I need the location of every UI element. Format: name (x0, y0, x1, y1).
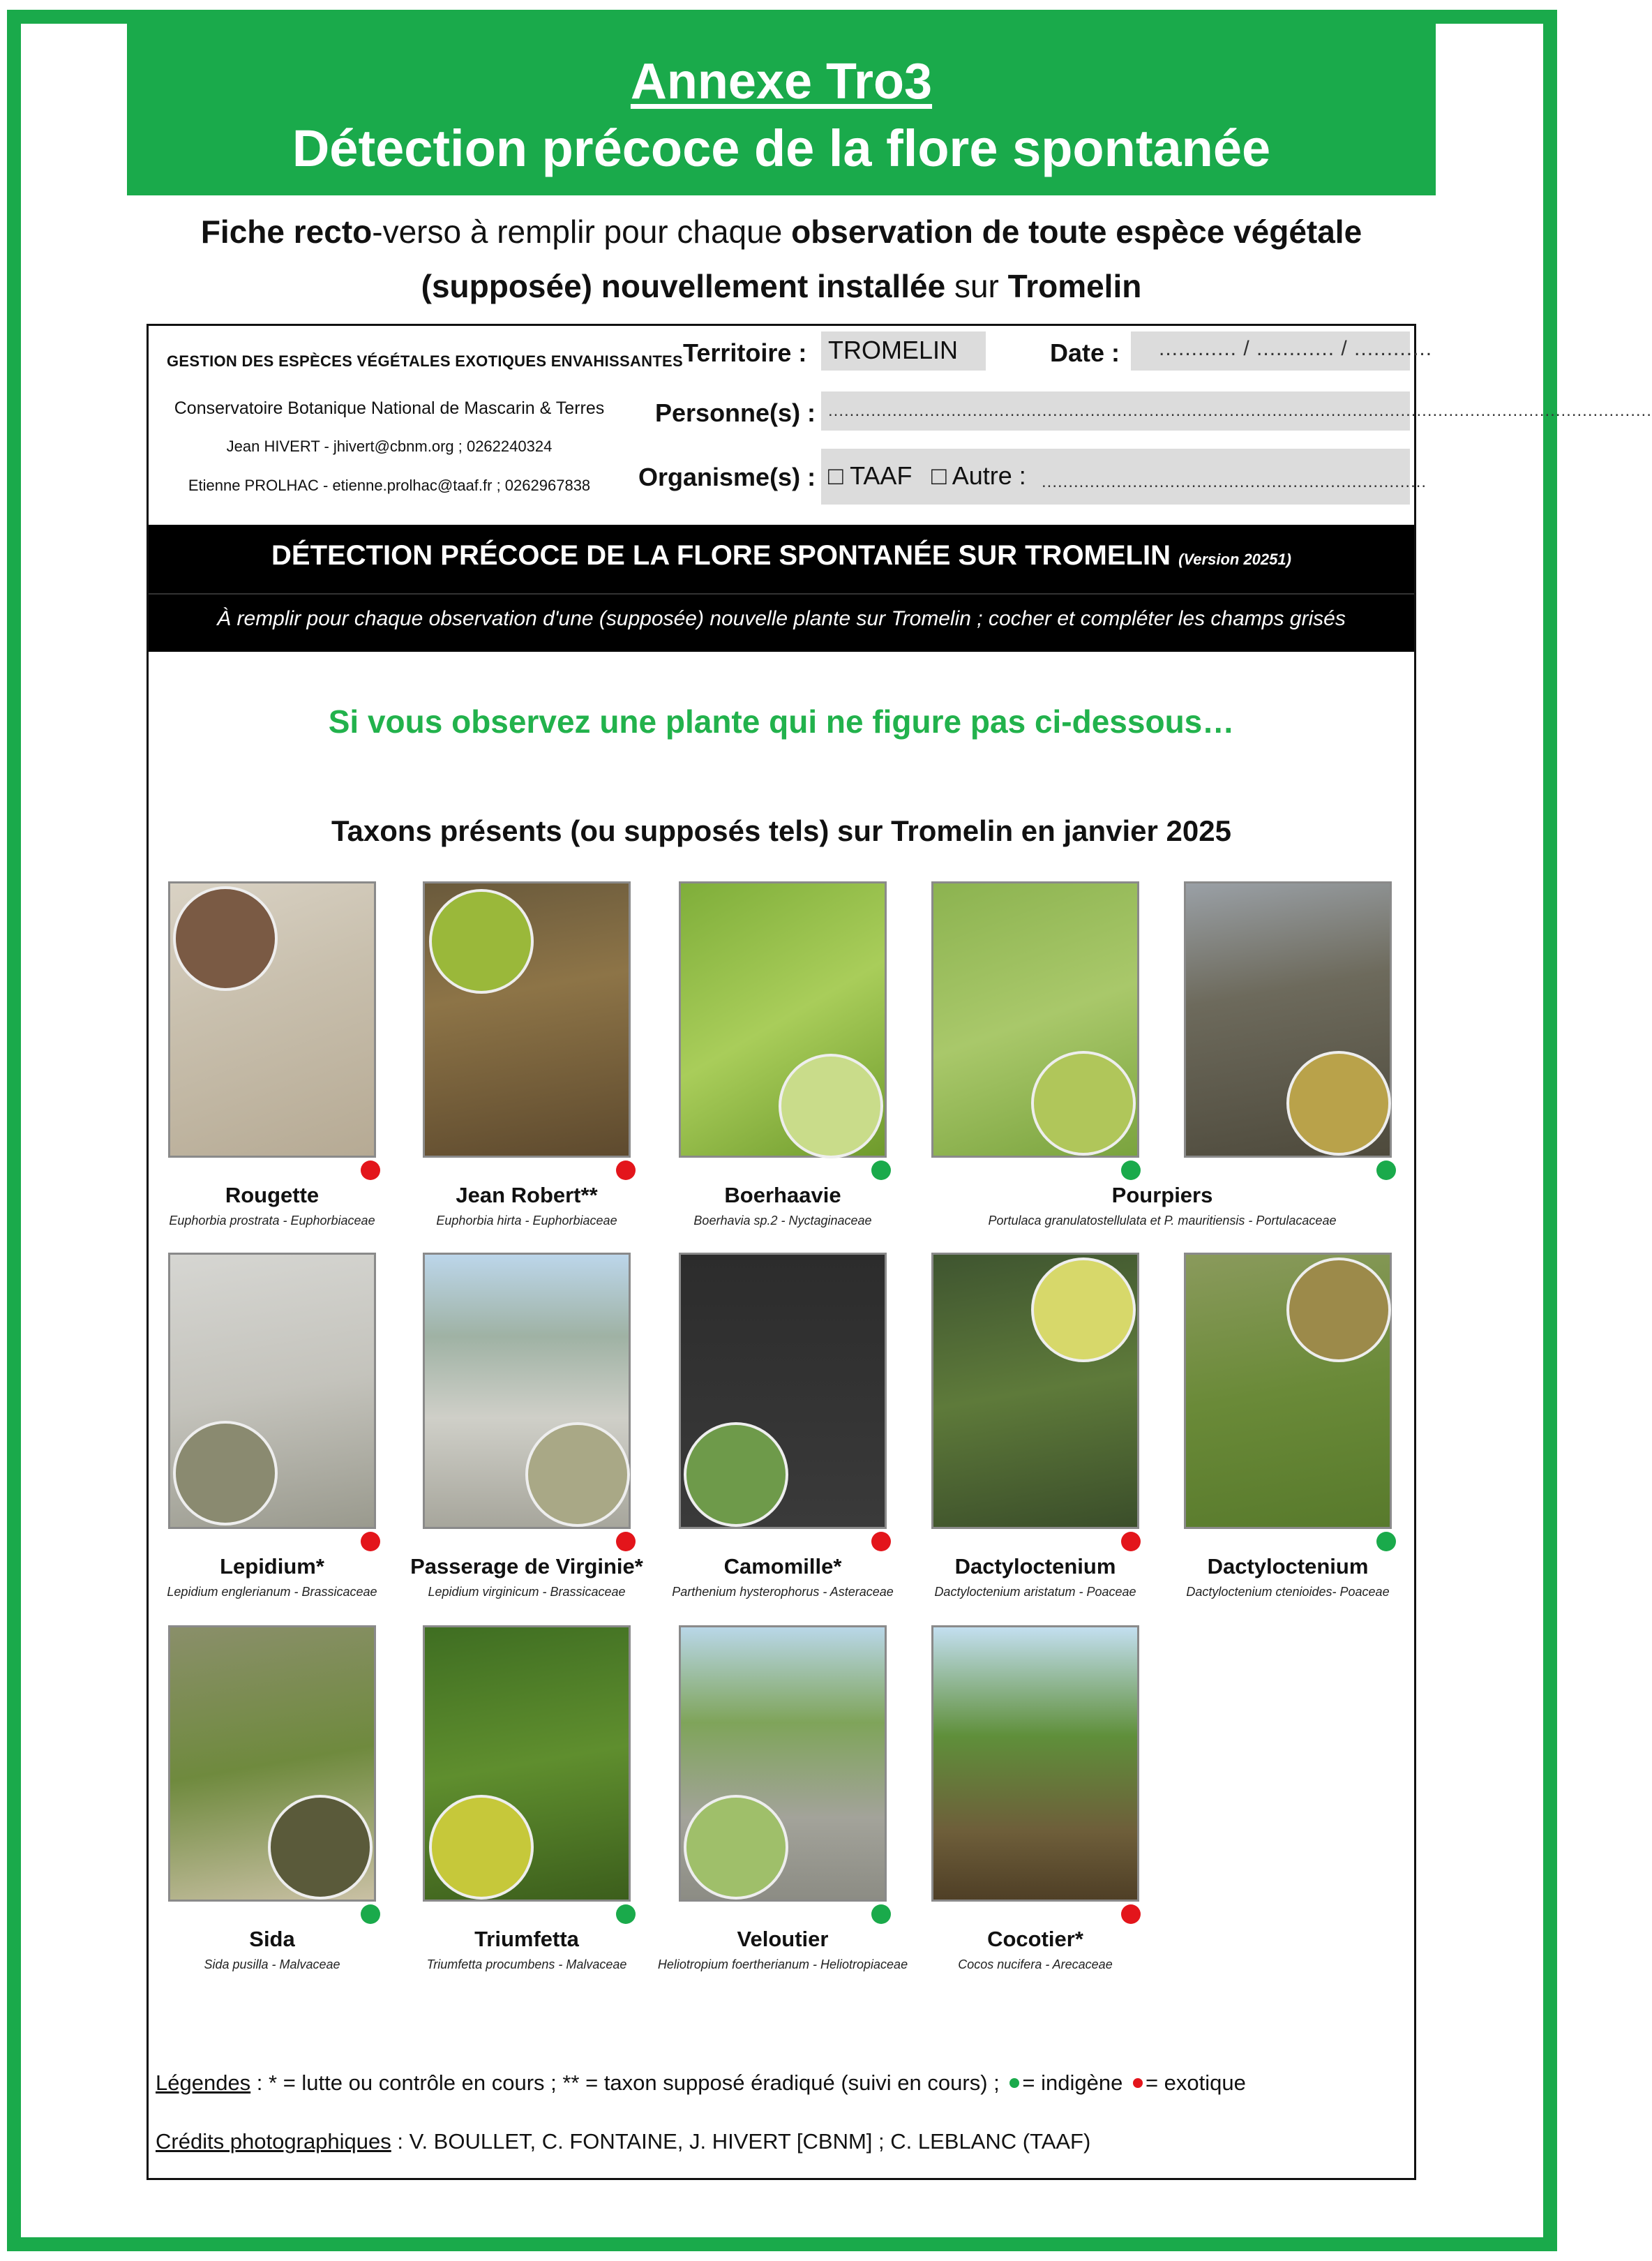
photo-credits: Crédits photographiques : V. BOULLET, C. FONTAINE, J. HIVERT [CBNM] ; C. LEBLANC (TAAF) (156, 2129, 1091, 2154)
photo-inset (173, 886, 278, 991)
photo-inset (525, 1422, 630, 1527)
status-dot-indigene (871, 1161, 891, 1180)
photo-cocotier (931, 1625, 1139, 1902)
taxon-name: Rougette (225, 1183, 320, 1207)
org-name: Conservatoire Botanique National de Mascarin & Terres (174, 398, 605, 418)
territoire-field[interactable]: TROMELIN (821, 331, 986, 371)
taxon-scientific: Boerhavia sp.2 - Nyctaginaceae (693, 1214, 872, 1227)
call-to-action: Si vous observez une plante qui ne figure pas ci-dessous… (328, 703, 1235, 740)
taxon-name: Jean Robert** (456, 1183, 598, 1207)
instruction-line-2: (supposée) nouvellement installée sur Tromelin (421, 268, 1142, 304)
photo-sida (168, 1625, 376, 1902)
page-title: Détection précoce de la flore spontanée (292, 119, 1271, 177)
photo-dactyloctenium-ctenioides (1184, 1253, 1392, 1529)
photo-inset (268, 1795, 373, 1900)
taxon-name: Camomille* (723, 1554, 842, 1579)
photo-lepidium (168, 1253, 376, 1529)
photo-passerage (423, 1253, 631, 1529)
photo-inset (429, 889, 534, 994)
organisme-field (821, 449, 1427, 505)
checkbox-taaf[interactable]: □ TAAF (828, 461, 913, 490)
taxon-name: Dactyloctenium (1207, 1554, 1369, 1579)
photo-rougette (168, 881, 376, 1158)
taxon-name: Triumfetta (474, 1927, 579, 1951)
taxon-name: Passerage de Virginie* (410, 1554, 643, 1579)
taxon-scientific: Euphorbia prostrata - Euphorbiaceae (169, 1214, 375, 1227)
status-dot-indigene (871, 1904, 891, 1924)
photo-veloutier (679, 1625, 887, 1902)
status-dot-indigene (616, 1904, 636, 1924)
observation-form (147, 324, 1652, 2180)
date-field[interactable]: ............ / ............ / ............ (1131, 331, 1410, 371)
taxon-name: Veloutier (737, 1927, 829, 1951)
photo-inset (779, 1054, 883, 1158)
date-label: Date : (1050, 338, 1120, 367)
title-banner (127, 24, 1436, 195)
status-dot-indigene (1121, 1161, 1141, 1180)
form-header-band (149, 525, 1414, 652)
contact-hivert: Jean HIVERT - jhivert@cbnm.org ; 0262240324 (226, 438, 553, 455)
legend: Légendes : * = lutte ou contrôle en cours ; ** = taxon supposé éradiqué (suivi en cours) ; = indigène = exotique (156, 2070, 1246, 2095)
photo-triumfetta (423, 1625, 631, 1902)
taxon-name: Pourpiers (1111, 1183, 1213, 1207)
band-divider (149, 593, 1414, 595)
taxon-scientific: Portulaca granulatostellulata et P. mauritiensis - Portulacaceae (988, 1214, 1337, 1227)
photo-pourpier-1 (931, 881, 1139, 1158)
taxon-scientific: Parthenium hysterophorus - Asteraceae (672, 1585, 894, 1599)
photo-inset (1286, 1258, 1391, 1362)
status-dot-exotique (361, 1161, 380, 1180)
taxon-name: Boerhaavie (724, 1183, 841, 1207)
taxon-scientific: Lepidium englerianum - Brassicaceae (167, 1585, 377, 1599)
taxon-scientific: Triumfetta procumbens - Malvaceae (426, 1957, 627, 1971)
autre-field[interactable]: ........................................................................ (1042, 472, 1427, 491)
org-title: GESTION DES ESPÈCES VÉGÉTALES EXOTIQUES ENVAHISSANTES (167, 352, 684, 370)
annex-title: Annexe Tro3 (630, 54, 933, 110)
territoire-label: Territoire : (683, 338, 807, 367)
taxon-scientific: Sida pusilla - Malvaceae (204, 1957, 340, 1971)
taxon-scientific: Dactyloctenium aristatum - Poaceae (934, 1585, 1136, 1599)
version-label: (Version 20251) (1178, 551, 1291, 568)
contact-prolhac: Etienne PROLHAC - etienne.prolhac@taaf.fr ; 0262967838 (188, 477, 591, 494)
personnes-label: Personne(s) : (655, 398, 816, 427)
photo-inset (684, 1422, 788, 1527)
photo-pourpier-2 (1184, 881, 1392, 1158)
photo-inset (1031, 1051, 1136, 1156)
taxon-scientific: Heliotropium foertherianum - Heliotropiaceae (657, 1957, 908, 1971)
status-dot-exotique (616, 1532, 636, 1551)
taxon-name: Dactyloctenium (954, 1554, 1116, 1579)
personnes-field[interactable]: .......................................................................................................................................................... (821, 391, 1410, 431)
status-dot-exotique (1121, 1532, 1141, 1551)
taxon-scientific: Cocos nucifera - Arecaceae (958, 1957, 1113, 1971)
exotic-dot (1133, 2078, 1143, 2088)
instruction-line-1: Fiche recto-verso à remplir pour chaque observation de toute espèce végétale (200, 214, 1362, 250)
status-dot-indigene (1376, 1532, 1396, 1551)
taxon-scientific: Dactyloctenium ctenioides- Poaceae (1186, 1585, 1390, 1599)
photo-dactyloctenium-aristatum (931, 1253, 1139, 1529)
taxon-name: Cocotier* (987, 1927, 1083, 1951)
taxon-name: Lepidium* (220, 1554, 324, 1579)
photo-inset (173, 1421, 278, 1525)
photo-inset (1286, 1051, 1391, 1156)
checkbox-autre[interactable]: □ Autre : (931, 461, 1026, 490)
photo-inset (429, 1795, 534, 1900)
status-dot-exotique (871, 1532, 891, 1551)
status-dot-indigene (1376, 1161, 1396, 1180)
status-dot-exotique (616, 1161, 636, 1180)
native-dot (1009, 2078, 1019, 2088)
status-dot-exotique (361, 1532, 380, 1551)
status-dot-exotique (1121, 1904, 1141, 1924)
organisme-label: Organisme(s) : (638, 463, 816, 491)
taxon-scientific: Lepidium virginicum - Brassicaceae (428, 1585, 626, 1599)
photo-inset (684, 1795, 788, 1900)
taxon-name: Sida (249, 1927, 295, 1951)
taxa-heading: Taxons présents (ou supposés tels) sur Tromelin en janvier 2025 (331, 814, 1231, 847)
taxon-scientific: Euphorbia hirta - Euphorbiaceae (436, 1214, 617, 1227)
status-dot-indigene (361, 1904, 380, 1924)
band-title: DÉTECTION PRÉCOCE DE LA FLORE SPONTANÉE SUR TROMELIN (Version 20251) (271, 540, 1291, 571)
band-subtitle: À remplir pour chaque observation d'une (supposée) nouvelle plante sur Tromelin ; cocher et compléter les champs grisés (217, 607, 1346, 630)
photo-boerhaavie (679, 881, 887, 1158)
photo-inset (1031, 1258, 1136, 1362)
photo-camomille (679, 1253, 887, 1529)
photo-jean-robert (423, 881, 631, 1158)
